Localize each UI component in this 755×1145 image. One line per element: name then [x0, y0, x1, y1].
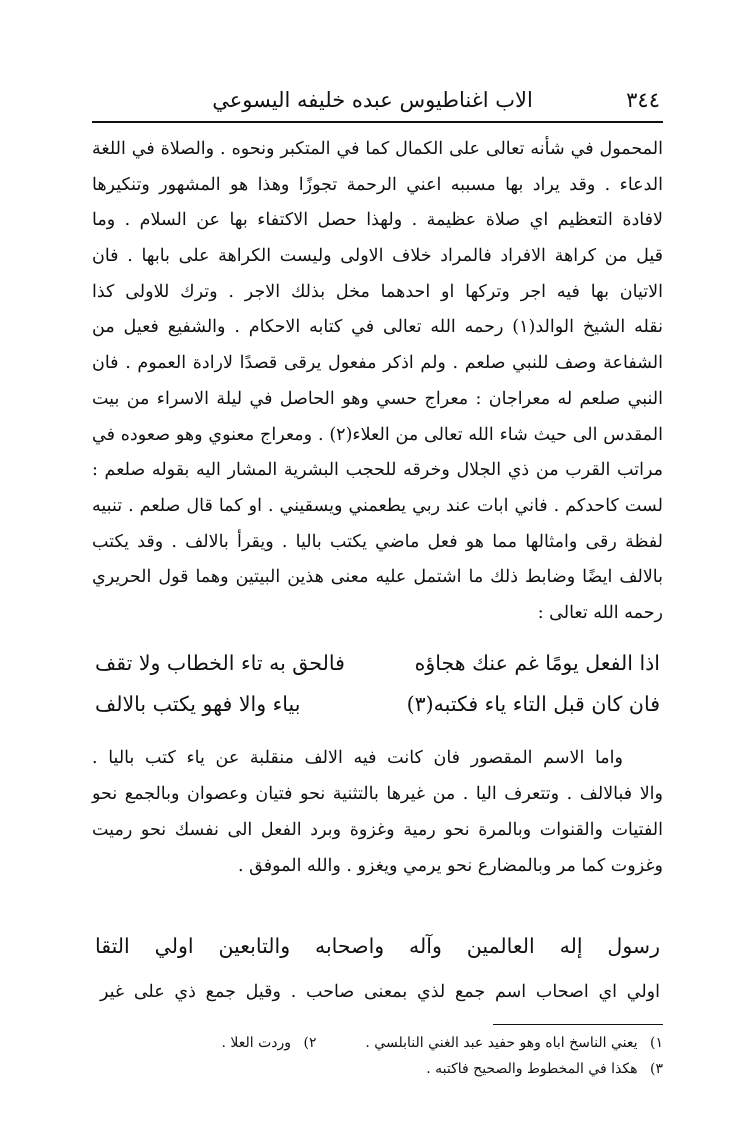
paragraph-maqsur [92, 740, 663, 884]
footnote-row [130, 1056, 663, 1082]
text-line: واما الاسم المقصور فان كانت فيه الالف منقلبة عن ياء كتب باليا . [92, 748, 623, 768]
footnote-text: يعني الناسخ اباه وهو حفيد عبد الغني النابلسي . [365, 1035, 638, 1051]
footnote-text: وردت العلا . [221, 1035, 292, 1051]
text-line: وغزوت كما مر وبالمضارع نحو يرمي ويغزو . والله الموفق . [238, 856, 663, 876]
text-line: الفتيات والقنوات وبالمرة نحو رمية وغزوة وبرد الفعل الى نفسك نحو رميت [92, 820, 663, 840]
footnote-row [130, 1030, 663, 1056]
text-line: الدعاء . وقد يراد بها مسببه اعني الرحمة تجوزًا وهذا هو المشهور وتنكيرها [92, 174, 663, 195]
verse-second-hemistich: بياء والا فهو يكتب بالالف [95, 692, 301, 716]
text-line: الشفاعة وصف للنبي صلعم . ولم اذكر مفعول يرقى قصدًا لارادة العموم . فان [92, 353, 663, 374]
verse-line [95, 643, 660, 683]
text-line: لافادة التعظيم اي صلاة عظيمة . ولهذا حصل الاكتفاء بها عن السلام . وما [92, 210, 663, 231]
text-line: قيل من كراهة الافراد فالمراد خلاف الاولى وليست الكراهة على بابها . فان [92, 246, 663, 267]
page-header [85, 86, 660, 122]
text-line: بالالف ايضًا وضابط ذلك ما اشتمل عليه معنى هذين البيتين وهما قول الحريري [92, 567, 663, 588]
verse-first-hemistich: اذا الفعل يومًا غم عنك هجاؤه [414, 651, 660, 675]
header-rule [92, 121, 663, 123]
text-line: والا فبالالف . وتتعرف اليا . من غيرها بالتثنية نحو فتيان وعصوان وبالجمع نحو [92, 784, 663, 804]
paragraph-commentary [92, 132, 663, 632]
footnotes [130, 1030, 663, 1082]
footnote-number: ١) [650, 1035, 663, 1051]
text-line: المحمول في شأنه تعالى على الكمال كما في المتكبر ونحوه . والصلاة في اللغة [92, 139, 663, 159]
footnote-text: هكذا في المخطوط والصحيح فاكتبه . [426, 1061, 638, 1077]
text-line: مراتب القرب من ذي الجلال وخرقه للحجب البشرية المشار اليه بقوله صلعم : [92, 460, 663, 481]
text-line: لست كاحدكم . فاني ابات عند ربي يطعمني ويسقيني . او كما قال صلعم . تنبيه [92, 495, 663, 516]
verse-first-hemistich: فان كان قبل التاء ياء فكتبه(٣) [406, 692, 660, 716]
text-line: رحمه الله تعالى : [537, 602, 663, 623]
verse-line [95, 684, 660, 724]
verse-second-hemistich: فالحق به تاء الخطاب ولا تقف [95, 651, 345, 675]
footnote-number: ٣) [650, 1061, 663, 1077]
page-number: ٣٤٤ [626, 88, 660, 112]
text-line: الاتيان بها فيه اجر وتركها او احدهما مخل بذلك الاجر . وترك للاولى كذا [92, 281, 663, 302]
footnote-rule [493, 1024, 663, 1025]
text-line: لفظة رقى وامثالها مما هو فعل ماضي يكتب باليا . ويقرأ بالالف . وقد يكتب [92, 531, 663, 552]
text-line: النبي صلعم له معراجان : معراج حسي وهو الحاصل في ليلة الاسراء من بيت [92, 388, 663, 409]
text-line: المقدس الى حيث شاء الله تعالى من العلاء(٢) . ومعراج معنوي وهو صعوده في [92, 424, 663, 445]
running-title: الاب اغناطيوس عبده خليفه اليسوعي [212, 88, 533, 112]
text-line: اولي اي اصحاب اسم جمع لذي بمعنى صاحب . وقيل جمع ذي على غير [100, 982, 660, 1002]
text-line: نقله الشيخ الوالد(١) رحمه الله تعالى في كتابه الاحكام . والشفيع فعيل من [92, 317, 663, 338]
footnote-number: ٢) [303, 1035, 317, 1051]
verse-line: رسول إله العالمين وآله واصحابه والتابعين اولي التقا [95, 934, 660, 958]
